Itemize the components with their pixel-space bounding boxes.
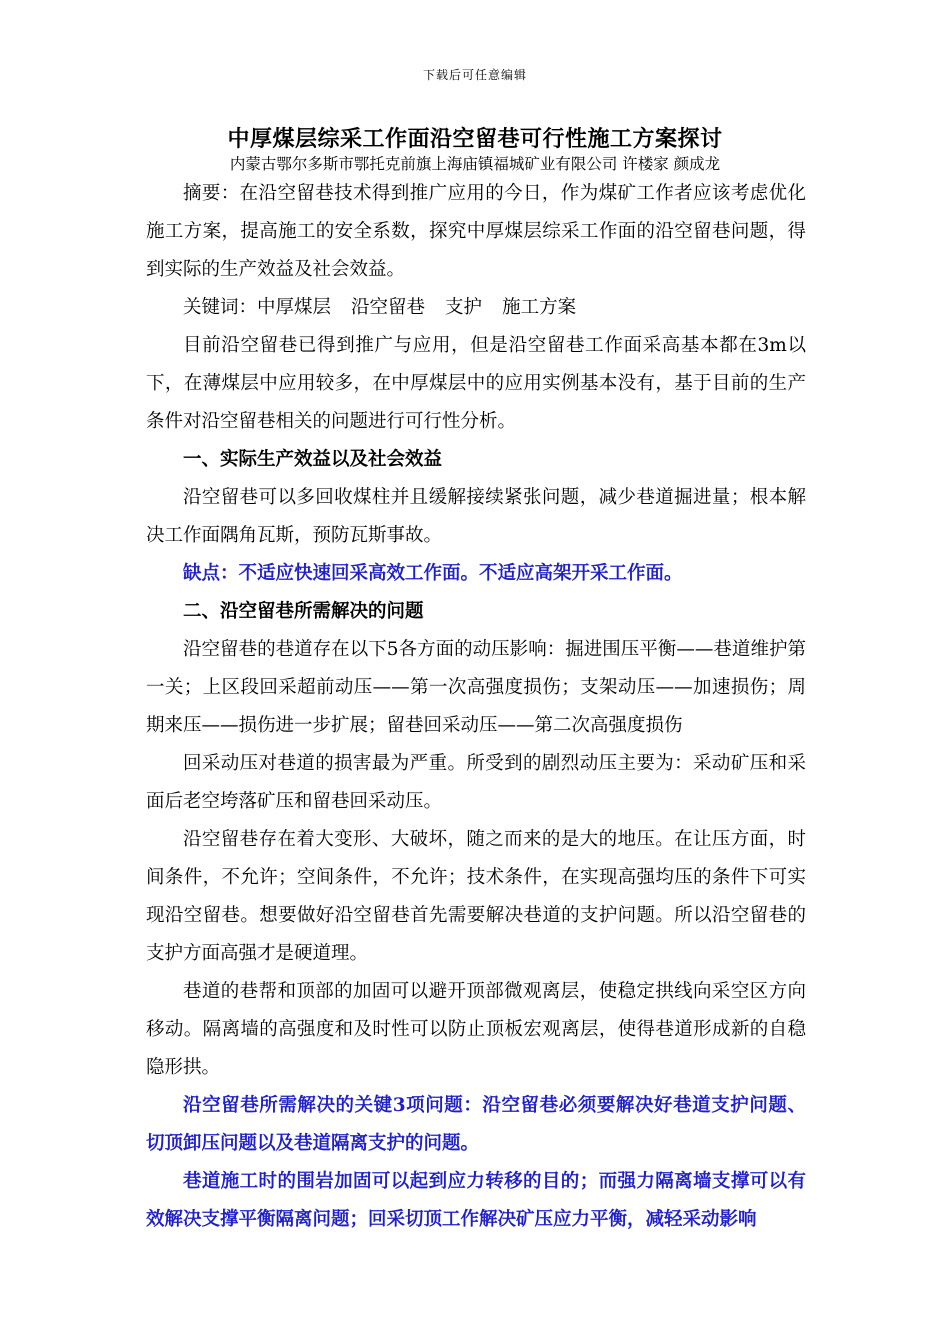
abstract-paragraph: 摘要：在沿空留巷技术得到推广应用的今日，作为煤矿工作者应该考虑优化施工方案，提高施工的安全系数，探究中厚煤层综采工作面的沿空留巷问题，得到实际的生产效益及社会效益。 [146, 183, 806, 280]
body-paragraph: 回采动压对巷道的损害最为严重。所受到的剧烈动压主要为：采动矿压和采面后老空垮落矿压和留巷回采动压。 [146, 753, 806, 812]
highlight-paragraph: 巷道施工时的围岩加固可以起到应力转移的目的；而强力隔离墙支撑可以有效解决支撑平衡隔离问题；回采切顶工作解决矿压应力平衡，减轻采动影响 [146, 1171, 806, 1230]
keyword-item: 施工方案 [502, 297, 577, 318]
document-title: 中厚煤层综采工作面沿空留巷可行性施工方案探讨 [227, 126, 723, 152]
body-paragraph: 巷道的巷帮和顶部的加固可以避开顶部微观离层，使稳定拱线向采空区方向移动。隔离墙的高强度和及时性可以防止顶板宏观离层，使得巷道形成新的自稳隐形拱。 [146, 981, 806, 1078]
section-heading: 二、沿空留巷所需解决的问题 [183, 601, 424, 622]
body-paragraph: 沿空留巷的巷道存在以下5各方面的动压影响：掘进围压平衡——巷道维护第一关；上区段回采超前动压——第一次高强度损伤；支架动压——加速损伤；周期来压——损伤进一步扩展；留巷回采动压——第二次高强度损伤 [146, 639, 806, 736]
keywords-line [146, 289, 806, 327]
author-byline: 内蒙古鄂尔多斯市鄂托克前旗上海庙镇福城矿业有限公司 许楼家 颜成龙 [229, 155, 721, 173]
keyword-item: 支护 [445, 297, 483, 318]
highlight-paragraph: 缺点：不适应快速回采高效工作面。不适应高架开采工作面。 [183, 563, 683, 584]
highlight-paragraph: 沿空留巷所需解决的关键3项问题：沿空留巷必须要解决好巷道支护问题、切顶卸压问题以及巷道隔离支护的问题。 [146, 1095, 806, 1154]
section-heading: 一、实际生产效益以及社会效益 [183, 449, 443, 470]
keywords-label: 关键词： [183, 297, 258, 318]
body-paragraph: 沿空留巷存在着大变形、大破坏，随之而来的是大的地压。在让压方面，时间条件，不允许；空间条件，不允许；技术条件，在实现高强均压的条件下可实现沿空留巷。想要做好沿空留巷首先需要解决巷道的支护问题。所以沿空留巷的支护方面高强才是硬道理。 [146, 829, 806, 964]
body-paragraph: 沿空留巷可以多回收煤柱并且缓解接续紧张问题，减少巷道掘进量；根本解决工作面隅角瓦斯，预防瓦斯事故。 [146, 487, 806, 546]
document-body [146, 175, 806, 1239]
keyword-item: 中厚煤层 [257, 297, 332, 318]
header-note: 下载后可任意编辑 [422, 68, 527, 82]
intro-paragraph: 目前沿空留巷已得到推广与应用，但是沿空留巷工作面采高基本都在3m以下，在薄煤层中应用较多，在中厚煤层中的应用实例基本没有，基于目前的生产条件对沿空留巷相关的问题进行可行性分析。 [146, 335, 806, 432]
keyword-item: 沿空留巷 [351, 297, 426, 318]
